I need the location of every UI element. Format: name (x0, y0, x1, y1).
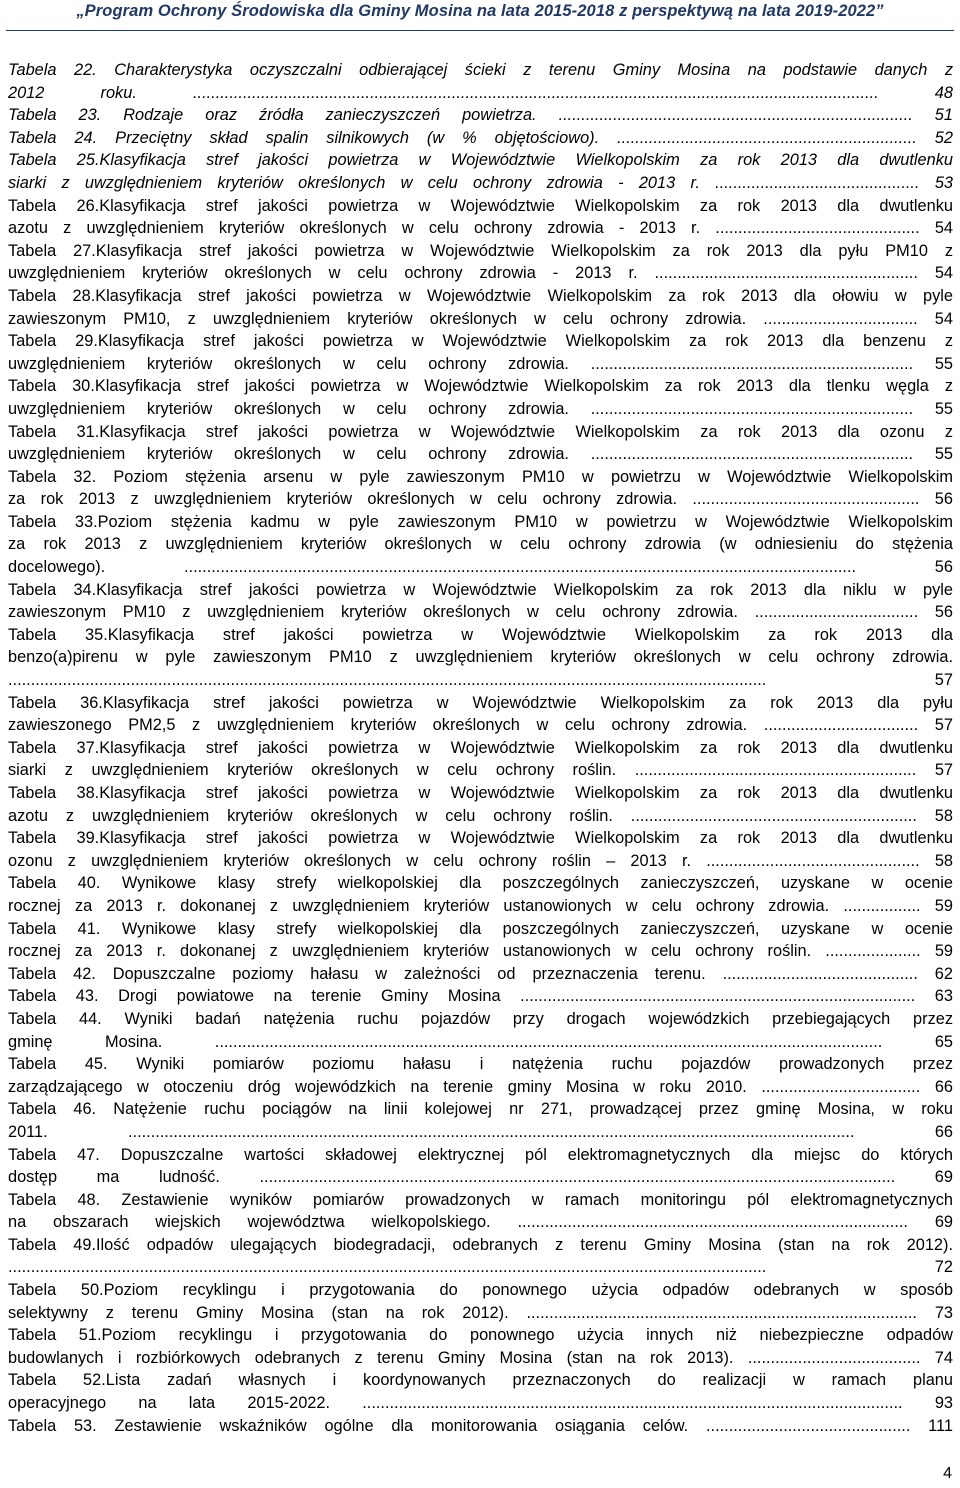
toc-entry[interactable] (8, 579, 953, 624)
toc-entry-line: za rok 2013 z uwzględnieniem kryteriów określonych w celu ochrony zdrowia. .................................................. 56 (8, 490, 953, 509)
toc-entry-line: zawieszonym PM10 z uwzględnieniem kryteriów określonych w celu ochrony zdrowia. .................................... 56 (8, 603, 953, 622)
toc-entry[interactable] (8, 963, 953, 986)
toc-entry-line: benzo(a)pirenu w pyle zawieszonym PM10 z uwzględnieniem kryteriów określonych w celu ochrony zdrowia. (8, 648, 953, 667)
toc-entry[interactable] (8, 985, 953, 1008)
toc-entry-line: zarządzającego w otoczeniu dróg wojewódzkich na terenie gminy Mosina w roku 2010. ................................... 66 (8, 1077, 953, 1096)
toc-entry[interactable] (8, 1189, 953, 1234)
toc-entry[interactable] (8, 1369, 953, 1414)
toc-entry-line: Tabela 38.Klasyfikacja stref jakości powietrza w Województwie Wielkopolskim za rok 2013 dla dwutlenku (8, 784, 953, 802)
toc-entry-line: uwzględnieniem kryteriów określonych w celu ochrony zdrowia. ....................................................................... 55 (8, 354, 953, 373)
toc-entry-line: Tabela 49.Ilość odpadów ulegających biodegradacji, odebranych z terenu Gminy Mosina (stan na rok 2012). (8, 1235, 953, 1254)
toc-entry-line: operacyjnego na lata 2015-2022. ....................................................................................................................... 93 (8, 1394, 953, 1413)
toc-entry-line: Tabela 47. Dopuszczalne wartości składowej elektrycznej pól elektromagnetycznych dla miejsc do których (8, 1145, 953, 1164)
toc-entry[interactable] (8, 149, 953, 194)
toc-entry[interactable] (8, 240, 953, 285)
toc-entry-line: uwzględnieniem kryteriów określonych w celu ochrony zdrowia - 2013 r. .......................................................... 54 (8, 264, 953, 283)
toc-entry-line: ....................................................................................................................................................................... 72 (8, 1258, 953, 1277)
toc-entry-line: ozonu z uwzględnieniem kryteriów określonych w celu ochrony roślin – 2013 r. ............................................... 58 (8, 851, 953, 870)
toc-entry-line: Tabela 37.Klasyfikacja stref jakości powietrza w Województwie Wielkopolskim za rok 2013 dla dwutlenku (8, 738, 953, 757)
toc-entry-line: Tabela 31.Klasyfikacja stref jakości powietrza w Województwie Wielkopolskim za rok 2013 dla ozonu z (8, 422, 953, 441)
toc-entry-line: Tabela 32. Poziom stężenia arsenu w pyle zawieszonym PM10 w powietrzu w Województwie Wielkopolskim (8, 467, 953, 486)
toc-entry[interactable] (8, 1053, 953, 1098)
table-of-tables (8, 59, 953, 1437)
toc-entry-line: azotu z uwzględnieniem kryteriów określonych w celu ochrony zdrowia - 2013 r. ............................................. 54 (8, 219, 953, 238)
toc-entry[interactable] (8, 918, 953, 963)
toc-entry[interactable] (8, 127, 953, 150)
toc-entry-line: Tabela 40. Wynikowe klasy strefy wielkopolskiej dla poszczególnych zanieczyszczeń, uzyskane w ocenie (8, 874, 953, 893)
toc-entry-line: Tabela 26.Klasyfikacja stref jakości powietrza w Województwie Wielkopolskim za rok 2013 dla dwutlenku (8, 196, 953, 215)
toc-entry[interactable] (8, 1279, 953, 1324)
toc-entry-line: gminę Mosina. ................................................................................................................................................... 65 (8, 1032, 953, 1051)
toc-entry[interactable] (8, 1144, 953, 1189)
toc-entry[interactable] (8, 59, 953, 104)
toc-entry[interactable] (8, 872, 953, 917)
page-number: 4 (943, 1465, 952, 1482)
toc-entry-line: Tabela 46. Natężenie ruchu pociągów na linii kolejowej nr 271, prowadzącej przez gminę Mosina, w roku (8, 1100, 953, 1119)
toc-entry[interactable] (8, 1415, 953, 1438)
toc-entry-line: Tabela 44. Wyniki badań natężenia ruchu pojazdów przy drogach wojewódzkich przebiegających przez (8, 1009, 953, 1028)
toc-entry-line: Tabela 24. Przeciętny skład spalin silnikowych (w % objętościowo). .................................................................. 52 (8, 128, 953, 147)
toc-entry-line: Tabela 27.Klasyfikacja stref jakości powietrza w Województwie Wielkopolskim za rok 2013 dla pyłu PM10 z (8, 241, 953, 260)
header-rule (6, 30, 954, 31)
toc-entry-line: Tabela 39.Klasyfikacja stref jakości powietrza w Województwie Wielkopolskim za rok 2013 dla dwutlenku (8, 829, 953, 848)
toc-entry-line: ....................................................................................................................................................................... 57 (8, 671, 953, 690)
toc-entry[interactable] (8, 330, 953, 375)
toc-entry-line: rocznej za 2013 r. dokonanej z uwzględnieniem kryteriów ustanowionych w celu ochrony zdrowia. ................. 59 (8, 896, 953, 915)
toc-entry-line: Tabela 50.Poziom recyklingu i przygotowania do ponownego użycia odpadów odebranych w sposób (8, 1281, 953, 1300)
toc-entry-line: uwzględnieniem kryteriów określonych w celu ochrony zdrowia. ....................................................................... 55 (8, 445, 953, 464)
toc-entry[interactable] (8, 104, 953, 127)
toc-entry-line: uwzględnieniem kryteriów określonych w celu ochrony zdrowia. ....................................................................... 55 (8, 399, 953, 418)
toc-entry[interactable] (8, 624, 953, 692)
toc-entry-line: na obszarach wiejskich województwa wielkopolskiego. ...................................................................................... 69 (8, 1213, 953, 1232)
toc-entry-line: Tabela 22. Charakterystyka oczyszczalni odbierającej ścieki z terenu Gminy Mosina na podstawie danych z (8, 61, 953, 79)
page-header: „Program Ochrony Środowiska dla Gminy Mosina na lata 2015-2018 z perspektywą na lata 2019-2022” (76, 2, 884, 20)
toc-entry-line: Tabela 53. Zestawienie wskaźników ogólne dla monitorowania osiągania celów. ............................................. 111 (8, 1416, 953, 1435)
toc-entry-line: za rok 2013 z uwzględnieniem kryteriów określonych w celu ochrony zdrowia (w odniesieniu do stężenia (8, 535, 953, 554)
toc-entry-line: Tabela 42. Dopuszczalne poziomy hałasu w zależności od przeznaczenia terenu. ........................................... 62 (8, 964, 953, 983)
toc-entry-line: siarki z uwzględnieniem kryteriów określonych w celu ochrony zdrowia - 2013 r. ............................................. 53 (8, 173, 953, 192)
toc-entry[interactable] (8, 1324, 953, 1369)
toc-entry[interactable] (8, 285, 953, 330)
toc-entry-line: Tabela 23. Rodzaje oraz źródła zanieczyszczeń powietrza. .............................................................................. 51 (8, 106, 953, 125)
toc-entry[interactable] (8, 466, 953, 511)
toc-entry[interactable] (8, 1008, 953, 1053)
toc-entry[interactable] (8, 511, 953, 579)
toc-entry-line: Tabela 29.Klasyfikacja stref jakości powietrza w Województwie Wielkopolskim za rok 2013 dla benzenu z (8, 332, 953, 351)
toc-entry-line: Tabela 25.Klasyfikacja stref jakości powietrza w Województwie Wielkopolskim za rok 2013 dla dwutlenku (8, 151, 953, 170)
toc-entry-line: Tabela 51.Poziom recyklingu i przygotowania do ponownego użycia innych niż niebezpieczne odpadów (8, 1326, 953, 1345)
toc-entry-line: Tabela 33.Poziom stężenia kadmu w pyle zawieszonym PM10 w powietrzu w Województwie Wielkopolskim (8, 512, 953, 531)
toc-entry-line: Tabela 36.Klasyfikacja stref jakości powietrza w Województwie Wielkopolskim za rok 2013 dla pyłu (8, 693, 953, 712)
toc-entry[interactable] (8, 692, 953, 737)
toc-entry-line: rocznej za 2013 r. dokonanej z uwzględnieniem kryteriów ustanowionych w celu ochrony roślin. ..................... 59 (8, 942, 953, 961)
toc-entry-line: zawieszonym PM10, z uwzględnieniem kryteriów określonych w celu ochrony zdrowia. .................................. 54 (8, 309, 953, 328)
toc-entry-line: Tabela 35.Klasyfikacja stref jakości powietrza w Województwie Wielkopolskim za rok 2013 dla (8, 625, 953, 644)
toc-entry[interactable] (8, 1098, 953, 1143)
toc-entry-line: Tabela 28.Klasyfikacja stref jakości powietrza w Województwie Wielkopolskim za rok 2013 dla ołowiu w pyle (8, 286, 953, 305)
toc-entry-line: dostęp ma ludność. ............................................................................................................................................ 69 (8, 1168, 953, 1187)
toc-entry[interactable] (8, 375, 953, 420)
toc-entry-line: 2012 roku. ....................................................................................................................................................... 48 (8, 83, 953, 102)
toc-entry-line: Tabela 43. Drogi powiatowe na terenie Gminy Mosina ....................................................................................... 63 (8, 987, 953, 1006)
toc-entry-line: budowlanych i rozbiórkowych odebranych z terenu Gminy Mosina (stan na rok 2013). ...................................... 74 (8, 1348, 953, 1367)
toc-entry[interactable] (8, 1234, 953, 1279)
toc-entry[interactable] (8, 827, 953, 872)
toc-entry-line: docelowego). .................................................................................................................................................... 56 (8, 558, 953, 577)
toc-entry[interactable] (8, 421, 953, 466)
toc-entry-line: Tabela 30.Klasyfikacja stref jakości powietrza w Województwie Wielkopolskim za rok 2013 dla tlenku węgla z (8, 377, 953, 396)
toc-entry[interactable] (8, 195, 953, 240)
toc-entry-line: Tabela 45. Wyniki pomiarów poziomu hałasu i natężenia ruchu pojazdów prowadzonych przez (8, 1055, 953, 1074)
toc-entry[interactable] (8, 737, 953, 782)
toc-entry-line: Tabela 34.Klasyfikacja stref jakości powietrza w Województwie Wielkopolskim za rok 2013 dla niklu w pyle (8, 580, 953, 599)
toc-entry-line: Tabela 48. Zestawienie wyników pomiarów prowadzonych w ramach monitoringu pól elektromagnetycznych (8, 1190, 953, 1209)
toc-entry[interactable] (8, 782, 953, 827)
toc-entry-line: Tabela 52.Lista zadań własnych i koordynowanych przeznaczonych do realizacji w ramach planu (8, 1371, 953, 1390)
toc-entry-line: Tabela 41. Wynikowe klasy strefy wielkopolskiej dla poszczególnych zanieczyszczeń, uzyskane w ocenie (8, 919, 953, 938)
toc-entry-line: 2011. ................................................................................................................................................................ 66 (8, 1122, 953, 1141)
toc-entry-line: zawieszonego PM2,5 z uwzględnieniem kryteriów określonych w celu ochrony zdrowia. .................................. 57 (8, 716, 953, 735)
toc-entry-line: siarki z uwzględnieniem kryteriów określonych w celu ochrony roślin. .............................................................. 57 (8, 761, 953, 780)
toc-entry-line: selektywny z terenu Gminy Mosina (stan na rok 2012). ...................................................................................... 73 (8, 1303, 953, 1322)
toc-entry-line: azotu z uwzględnieniem kryteriów określonych w celu ochrony roślin. ............................................................... 58 (8, 806, 953, 825)
